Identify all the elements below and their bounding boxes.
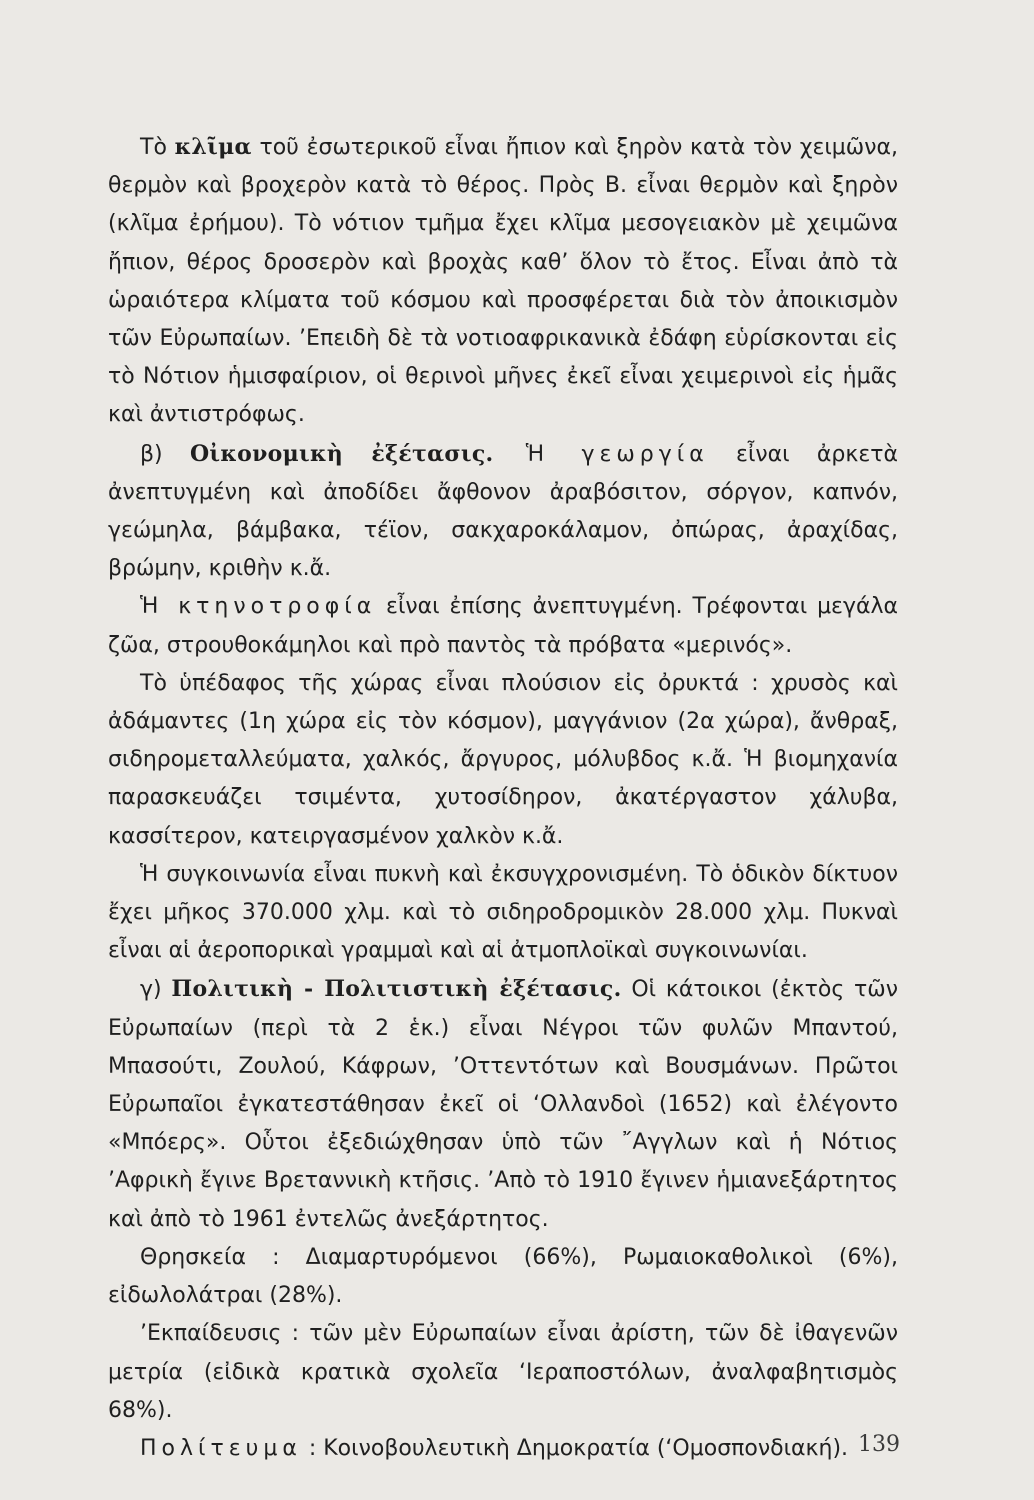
paragraph-economic: [108, 435, 898, 589]
political-heading: Πολιτικὴ - Πολιτιστικὴ ἐξέτασις.: [171, 976, 622, 1003]
paragraph-government: [108, 1430, 898, 1468]
page-number: 139: [858, 1432, 900, 1457]
government-term: Πολίτευμα: [140, 1435, 302, 1461]
climate-text: τοῦ ἐσωτερικοῦ εἶναι ἤπιον καὶ ξηρὸν κατὰ τὸν χειμῶνα, θερμὸν καὶ βροχερὸν κατὰ τὸ θέρος. Πρὸς Β. εἶναι θερμὸν καὶ ξηρὸν (κλῖμα ἐρήμου). Τὸ νότιον τμῆμα ἔχει κλῖμα μεσογειακὸν μὲ χειμῶνα ἤπιον, θέρος δροσερὸν καὶ βροχὰς καθ’ ὅλον τὸ ἔτος. Εἶναι ἀπὸ τὰ ὡραιότερα κλίματα τοῦ κόσμου καὶ προσφέρεται διὰ τὸν ἀποικισμὸν τῶν Εὐρωπαίων. ’Επειδὴ δὲ τὰ νοτιοαφρικανικὰ ἐδάφη εὑρίσκονται εἰς τὸ Νότιον ἡμισφαίριον, οἱ θερινοὶ μῆνες ἐκεῖ εἶναι χειμερινοὶ εἰς ἡμᾶς καὶ ἀντιστρόφως.: [108, 135, 898, 428]
livestock-text: εἶναι ἐπίσης ἀνεπτυγμένη. Τρέφονται μεγάλα ζῶα, στρουθοκάμηλοι καὶ πρὸ παντὸς τὰ πρόβατα «μερινός».: [108, 594, 898, 658]
paragraph-climate: [108, 128, 898, 435]
paragraph-education: ’Εκπαίδευσις : τῶν μὲν Εὐρωπαίων εἶναι ἀρίστη, τῶν δὲ ἰθαγενῶν μετρία (εἰδικὰ κρατικὰ σχολεῖα ‘Ιεραποστόλων, ἀναλφαβητισμὸς 68%).: [108, 1321, 898, 1423]
body-text: [108, 128, 898, 1468]
paragraph-political: [108, 970, 898, 1238]
climate-intro: Τὸ: [140, 135, 175, 160]
paragraph-livestock: [108, 588, 898, 664]
climate-heading: κλῖμα: [174, 134, 252, 160]
economic-label: β): [140, 441, 190, 467]
political-label: γ): [140, 977, 172, 1003]
livestock-term: Ἡ κτηνοτροφία: [140, 594, 377, 620]
agriculture-term: Ἡ γεωργία: [493, 441, 709, 467]
paragraph-religion: Θρησκεία : Διαμαρτυρόμενοι (66%), Ρωμαιοκαθολικοὶ (6%), εἰδωλολάτραι (28%).: [108, 1244, 898, 1309]
economic-heading: Οἰκονομικὴ ἐξέτασις.: [189, 440, 494, 467]
economic-text: εἶναι ἀρκετὰ ἀνεπτυγμένη καὶ ἀποδίδει ἄφθονον ἀραβόσιτον, σόργον, καπνόν, γεώμηλα, βάμβακα, τέϊον, σακχαροκάλαμον, ὀπώρας, ἀραχίδας, βρώμην, κριθὴν κ.ἄ.: [108, 441, 898, 582]
paragraph-communication: Ἡ συγκοινωνία εἶναι πυκνὴ καὶ ἐκσυγχρονισμένη. Τὸ ὁδικὸν δίκτυον ἔχει μῆκος 370.000 χλμ. καὶ τὸ σιδηροδρομικὸν 28.000 χλμ. Πυκναὶ εἶναι αἱ ἀεροπορικαὶ γραμμαὶ καὶ αἱ ἀτμοπλοϊκαὶ συγκοινωνίαι.: [108, 861, 898, 964]
government-text: : Κοινοβουλευτικὴ Δημοκρατία (‘Ομοσπονδιακή).: [301, 1435, 849, 1461]
paragraph-subsoil: Τὸ ὑπέδαφος τῆς χώρας εἶναι πλούσιον εἰς ὀρυκτά : χρυσὸς καὶ ἀδάμαντες (1η χώρα εἰς τὸν κόσμον), μαγγάνιον (2α χώρα), ἄνθραξ, σιδηρομεταλλεύματα, χαλκός, ἄργυρος, μόλυβδος κ.ἄ. Ἡ βιομηχανία παρασκευάζει τσιμέντα, χυτοσίδηρον, ἀκατέργαστον χάλυβα, κασσίτερον, κατειργασμένον χαλκὸν κ.ἄ.: [108, 670, 898, 849]
political-text: Οἱ κάτοικοι (ἐκτὸς τῶν Εὐρωπαίων (περὶ τὰ 2 ἑκ.) εἶναι Νέγροι τῶν φυλῶν Μπαντού, Μπασούτι, Ζουλού, Κάφρων, ’Οττεντότων καὶ Βουσμάνων. Πρῶτοι Εὐρωπαῖοι ἐγκατεστάθησαν ἐκεῖ οἱ ‘Ολλανδοὶ (1652) καὶ ἐλέγοντο «Μπόερς». Οὗτοι ἐξεδιώχθησαν ὑπὸ τῶν ῎Αγγλων καὶ ἡ Νότιος ’Αφρικὴ ἔγινε Βρεταννικὴ κτῆσις. ’Απὸ τὸ 1910 ἔγινεν ἡμιανεξάρτητος καὶ ἀπὸ τὸ 1961 ἐντελῶς ἀνεξάρτητος.: [108, 977, 898, 1232]
